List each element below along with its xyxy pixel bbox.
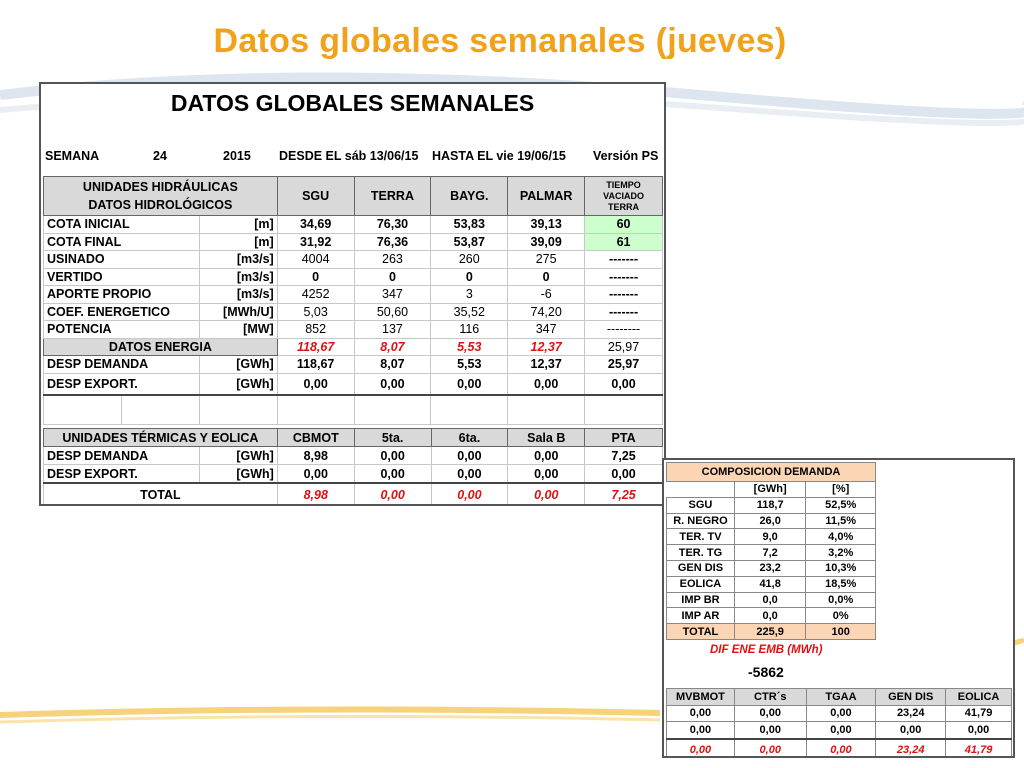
total-label: TOTAL: [44, 483, 278, 506]
composition-table: [666, 462, 876, 640]
row-label: COTA INICIAL: [44, 216, 200, 234]
desp-demanda-row: [44, 356, 663, 374]
cell: 76,30: [354, 216, 431, 234]
thermal-table: [43, 428, 663, 506]
total-pct: 100: [806, 624, 876, 640]
energia-total: 25,97: [585, 338, 663, 356]
col-header-tgaa: TGAA: [806, 689, 876, 706]
total-value: 0,00: [806, 739, 876, 759]
row-unit: [MWh/U]: [199, 303, 277, 321]
row-unit: [GWh]: [199, 465, 277, 484]
composition-total-row: [667, 624, 876, 640]
row-unit: [GWh]: [199, 447, 277, 465]
cell: 275: [508, 251, 585, 269]
row-label: DESP EXPORT.: [44, 465, 200, 484]
col-header-5ta: 5ta.: [354, 429, 431, 447]
col-header-eolica: EOLICA: [946, 689, 1012, 706]
table-row: [667, 560, 876, 576]
date-from: DESDE EL sáb 13/06/15: [279, 149, 419, 163]
cell: 118,7: [734, 497, 806, 513]
table-row: [667, 705, 1012, 722]
col-header-sala-b: Sala B: [508, 429, 585, 447]
table-row: [667, 592, 876, 608]
row-label: DESP EXPORT.: [44, 373, 200, 395]
total-row: [44, 483, 663, 506]
total-value: 0,00: [431, 483, 508, 506]
cell: 0,00: [508, 373, 585, 395]
row-label: SGU: [667, 497, 735, 513]
row-unit: [GWh]: [199, 356, 277, 374]
cell: 0,00: [585, 373, 663, 395]
row-label: R. NEGRO: [667, 513, 735, 529]
row-label: VERTIDO: [44, 268, 200, 286]
row-label: GEN DIS: [667, 560, 735, 576]
total-value: 0,00: [667, 739, 735, 759]
table-row: [44, 251, 663, 269]
row-label: DESP DEMANDA: [44, 356, 200, 374]
tiempo-line2: VACIADO: [603, 190, 644, 201]
col-header-6ta: 6ta.: [431, 429, 508, 447]
cell: 7,2: [734, 545, 806, 561]
total-value: 41,79: [946, 739, 1012, 759]
table-row: [667, 529, 876, 545]
cell: 7,25: [585, 447, 663, 465]
cell: 0: [277, 268, 354, 286]
col-header-cbmot: CBMOT: [277, 429, 354, 447]
energia-value: 8,07: [354, 338, 431, 356]
cell: 0,00: [806, 705, 876, 722]
energia-value: 12,37: [508, 338, 585, 356]
cell: 0,00: [876, 722, 946, 739]
total-value: 23,24: [876, 739, 946, 759]
generation-header-row: [667, 689, 1012, 706]
row-label: USINADO: [44, 251, 200, 269]
col-header-pta: PTA: [585, 429, 663, 447]
cell: 11,5%: [806, 513, 876, 529]
tiempo-cell: 61: [585, 233, 663, 251]
col-header-ctrs: CTR´s: [734, 689, 806, 706]
cell: 0,00: [354, 465, 431, 484]
cell: 0,00: [806, 722, 876, 739]
cell: 347: [354, 286, 431, 304]
total-value: 0,00: [354, 483, 431, 506]
total-value: 0,00: [734, 739, 806, 759]
empty-cell: [667, 482, 735, 498]
cell: 118,67: [277, 356, 354, 374]
demand-composition-panel: [662, 458, 1015, 758]
desp-export-row: [44, 373, 663, 395]
col-header-pct: [%]: [806, 482, 876, 498]
col-header-terra: TERRA: [354, 177, 431, 216]
cell: 0,00: [667, 722, 735, 739]
row-label: APORTE PROPIO: [44, 286, 200, 304]
cell: 35,52: [431, 303, 508, 321]
date-to: HASTA EL vie 19/06/15: [432, 149, 566, 163]
row-unit: [m3/s]: [199, 286, 277, 304]
cell: 0,00: [734, 705, 806, 722]
row-unit: [m]: [199, 233, 277, 251]
semana-year: 2015: [223, 149, 251, 163]
cell: 852: [277, 321, 354, 339]
cell: 4,0%: [806, 529, 876, 545]
cell: 8,98: [277, 447, 354, 465]
cell: 0%: [806, 608, 876, 624]
energia-value: 118,67: [277, 338, 354, 356]
energia-row: [44, 338, 663, 356]
col-header-gen-dis: GEN DIS: [876, 689, 946, 706]
total-value: 0,00: [508, 483, 585, 506]
row-label: COTA FINAL: [44, 233, 200, 251]
composition-header-row: [667, 482, 876, 498]
tiempo-cell: -------: [585, 268, 663, 286]
cell: 9,0: [734, 529, 806, 545]
row-label: TER. TV: [667, 529, 735, 545]
tiempo-cell: 60: [585, 216, 663, 234]
cell: 0,00: [734, 722, 806, 739]
cell: 0,00: [277, 465, 354, 484]
table-row: [44, 268, 663, 286]
row-label: EOLICA: [667, 576, 735, 592]
version-label: Versión PS: [593, 149, 659, 163]
cell: 0,0%: [806, 592, 876, 608]
total-value: 7,25: [585, 483, 663, 506]
cell: 137: [354, 321, 431, 339]
hydro-header-line2: DATOS HIDROLÓGICOS: [88, 198, 233, 212]
table-row: [44, 465, 663, 484]
cell: 3,2%: [806, 545, 876, 561]
cell: 39,09: [508, 233, 585, 251]
panel-title: DATOS GLOBALES SEMANALES: [170, 90, 535, 116]
generation-total-row: [667, 739, 1012, 759]
cell: 26,0: [734, 513, 806, 529]
total-label: TOTAL: [667, 624, 735, 640]
energia-value: 5,53: [431, 338, 508, 356]
generation-table: [666, 688, 1012, 758]
row-label: IMP AR: [667, 608, 735, 624]
total-value: 8,98: [277, 483, 354, 506]
tiempo-cell: --------: [585, 321, 663, 339]
cell: 0: [354, 268, 431, 286]
slide-title: Datos globales semanales (jueves): [213, 22, 787, 60]
cell: 10,3%: [806, 560, 876, 576]
thermal-header-row: [44, 429, 663, 447]
cell: 0: [431, 268, 508, 286]
cell: 53,87: [431, 233, 508, 251]
weekly-data-panel: [39, 82, 666, 506]
row-label: TER. TG: [667, 545, 735, 561]
blank-row: [44, 395, 663, 425]
col-header-tiempo-vaciado: [585, 177, 663, 216]
semana-label: SEMANA: [45, 149, 100, 163]
cell: 0,00: [585, 465, 663, 484]
cell: 0,00: [431, 373, 508, 395]
cell: 0,0: [734, 592, 806, 608]
table-row: [667, 513, 876, 529]
row-label: POTENCIA: [44, 321, 200, 339]
cell: 74,20: [508, 303, 585, 321]
cell: 31,92: [277, 233, 354, 251]
hydro-header-line1: UNIDADES HIDRÁULICAS: [82, 180, 238, 194]
tiempo-cell: -------: [585, 251, 663, 269]
cell: 116: [431, 321, 508, 339]
dif-ene-emb-value: -5862: [748, 664, 784, 680]
tiempo-cell: -------: [585, 286, 663, 304]
cell: 0,00: [667, 705, 735, 722]
table-row: [44, 303, 663, 321]
row-unit: [GWh]: [199, 373, 277, 395]
cell: 4252: [277, 286, 354, 304]
col-header-mvbmot: MVBMOT: [667, 689, 735, 706]
cell: 260: [431, 251, 508, 269]
cell: 0: [508, 268, 585, 286]
dif-ene-emb-label: DIF ENE EMB (MWh): [710, 644, 823, 656]
row-label: DESP DEMANDA: [44, 447, 200, 465]
hydro-table: [43, 176, 663, 425]
table-row: [44, 447, 663, 465]
composition-title-row: [667, 463, 876, 482]
cell: 52,5%: [806, 497, 876, 513]
thermal-header: UNIDADES TÉRMICAS Y EOLICA: [44, 429, 278, 447]
table-row: [667, 497, 876, 513]
row-unit: [m3/s]: [199, 268, 277, 286]
table-row: [667, 545, 876, 561]
row-label: IMP BR: [667, 592, 735, 608]
cell: 12,37: [508, 356, 585, 374]
cell: 18,5%: [806, 576, 876, 592]
cell: 0,00: [354, 373, 431, 395]
cell: -6: [508, 286, 585, 304]
row-unit: [m]: [199, 216, 277, 234]
cell: 8,07: [354, 356, 431, 374]
cell: 0,0: [734, 608, 806, 624]
energia-label: DATOS ENERGIA: [44, 338, 278, 356]
cell: 4004: [277, 251, 354, 269]
table-row: [44, 216, 663, 234]
cell: 76,36: [354, 233, 431, 251]
cell: 0,00: [354, 447, 431, 465]
cell: 23,24: [876, 705, 946, 722]
cell: 50,60: [354, 303, 431, 321]
cell: 0,00: [946, 722, 1012, 739]
hydro-header-cell: [44, 177, 278, 216]
cell: 53,83: [431, 216, 508, 234]
cell: 34,69: [277, 216, 354, 234]
total-gwh: 225,9: [734, 624, 806, 640]
table-row: [667, 722, 1012, 739]
cell: 0,00: [508, 447, 585, 465]
cell: 41,79: [946, 705, 1012, 722]
cell: 0,00: [431, 447, 508, 465]
col-header-sgu: SGU: [277, 177, 354, 216]
col-header-bayg: BAYG.: [431, 177, 508, 216]
cell: 0,00: [277, 373, 354, 395]
col-header-gwh: [GWh]: [734, 482, 806, 498]
tiempo-line1: TIEMPO: [606, 179, 641, 190]
table-row: [667, 576, 876, 592]
cell: 263: [354, 251, 431, 269]
table-row: [667, 608, 876, 624]
col-header-palmar: PALMAR: [508, 177, 585, 216]
cell: 0,00: [508, 465, 585, 484]
row-unit: [MW]: [199, 321, 277, 339]
cell: 3: [431, 286, 508, 304]
tiempo-cell: -------: [585, 303, 663, 321]
cell: 39,13: [508, 216, 585, 234]
table-row: [44, 233, 663, 251]
composition-title: COMPOSICION DEMANDA: [667, 463, 876, 482]
cell: 23,2: [734, 560, 806, 576]
cell: 5,03: [277, 303, 354, 321]
tiempo-line3: TERRA: [608, 201, 640, 212]
cell: 0,00: [431, 465, 508, 484]
cell: 41,8: [734, 576, 806, 592]
cell: 5,53: [431, 356, 508, 374]
row-label: COEF. ENERGETICO: [44, 303, 200, 321]
row-unit: [m3/s]: [199, 251, 277, 269]
cell: 25,97: [585, 356, 663, 374]
semana-number: 24: [153, 149, 167, 163]
table-row: [44, 286, 663, 304]
cell: 347: [508, 321, 585, 339]
table-row: [44, 321, 663, 339]
